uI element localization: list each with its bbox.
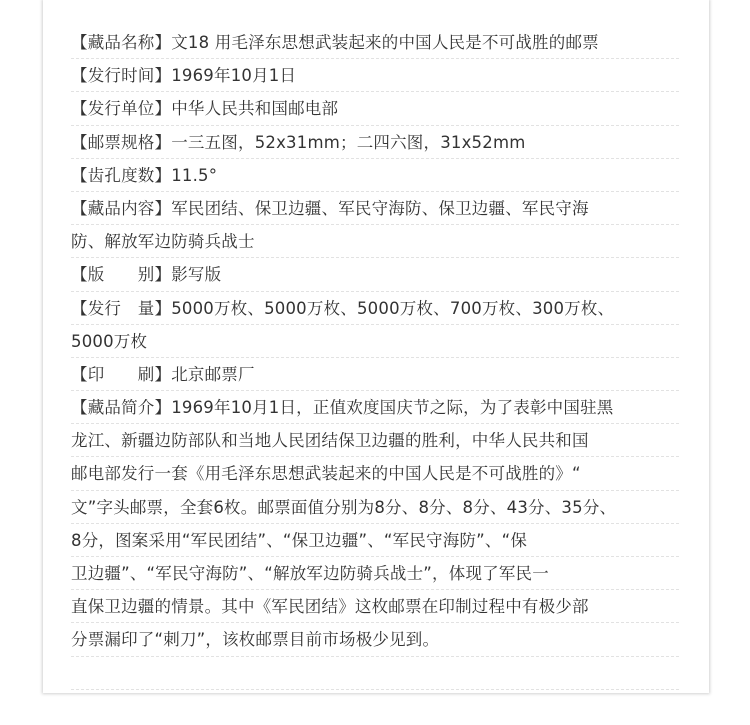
info-line-intro: 【藏品简介】1969年10月1日，正值欢度国庆节之际，为了表彰中国驻黑 — [71, 391, 679, 424]
info-line-intro-cont: 直保卫边疆的情景。其中《军民团结》这枚邮票在印制过程中有极少部 — [71, 590, 679, 623]
info-line-content: 【藏品内容】军民团结、保卫边疆、军民守海防、保卫边疆、军民守海 — [71, 192, 679, 225]
info-line-name: 【藏品名称】文18 用毛泽东思想武装起来的中国人民是不可战胜的邮票 — [71, 26, 679, 59]
info-line-intro-cont: 分票漏印了“刺刀”，该枚邮票目前市场极少见到。 — [71, 623, 679, 656]
info-line-content-cont: 防、解放军边防骑兵战士 — [71, 225, 679, 258]
info-lines — [71, 26, 679, 690]
info-line-intro-cont: 文”字头邮票，全套6枚。邮票面值分别为8分、8分、8分、43分、35分、 — [71, 491, 679, 524]
info-line-edition: 【版 别】影写版 — [71, 258, 679, 291]
info-line-intro-cont: 8分，图案采用“军民团结”、“保卫边疆”、“军民守海防”、“保 — [71, 524, 679, 557]
info-line-perforation: 【齿孔度数】11.5° — [71, 159, 679, 192]
info-line-issue-date: 【发行时间】1969年10月1日 — [71, 59, 679, 92]
collection-info-card — [43, 0, 709, 693]
info-line-printer: 【印 刷】北京邮票厂 — [71, 358, 679, 391]
info-line-issuer: 【发行单位】中华人民共和国邮电部 — [71, 92, 679, 125]
info-line-intro-cont: 邮电部发行一套《用毛泽东思想武装起来的中国人民是不可战胜的》“ — [71, 457, 679, 490]
info-line-quantity: 【发行 量】5000万枚、5000万枚、5000万枚、700万枚、300万枚、 — [71, 292, 679, 325]
blank-ruled-line — [71, 657, 679, 690]
info-line-quantity-cont: 5000万枚 — [71, 325, 679, 358]
info-line-intro-cont: 龙江、新疆边防部队和当地人民团结保卫边疆的胜利，中华人民共和国 — [71, 424, 679, 457]
info-line-intro-cont: 卫边疆”、“军民守海防”、“解放军边防骑兵战士”，体现了军民一 — [71, 557, 679, 590]
info-line-size: 【邮票规格】一三五图，52x31mm；二四六图，31x52mm — [71, 126, 679, 159]
